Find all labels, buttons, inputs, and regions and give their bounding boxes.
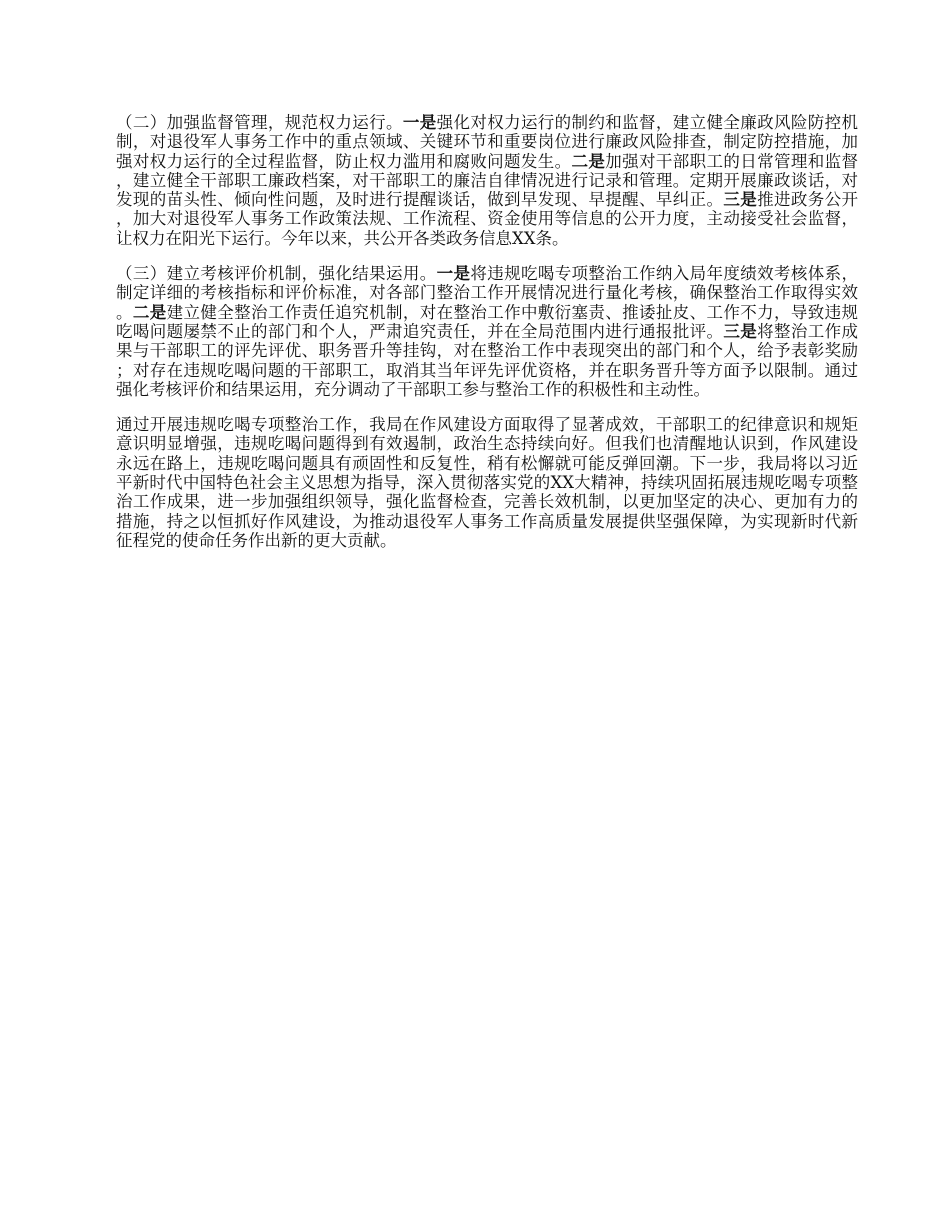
paragraph-supervision [116, 113, 858, 248]
paragraph-text: 推进政务公开，加大对退役军人事务工作政策法规、工作流程、资金使用等信息的公开力度，主动接受社会监督，让权力在阳光下运行。今年以来，共公开各类政务信息XX条。 [116, 190, 859, 248]
paragraph-text: 将违规吃喝专项整治工作纳入局年度绩效考核体系，制定详细的考核指标和评价标准，对各部门整治工作开展情况进行量化考核，确保整治工作取得实效。 [116, 264, 859, 322]
paragraph-conclusion [116, 415, 858, 550]
paragraph-assessment [116, 264, 858, 399]
bold-marker-second: 二是 [132, 302, 167, 322]
bold-marker-third: 三是 [723, 190, 758, 210]
bold-marker-third: 三是 [723, 321, 758, 341]
paragraph-text: （三）建立考核评价机制，强化结果运用。 [116, 264, 437, 284]
paragraph-text: 加强对干部职工的日常管理和监督，建立健全干部职工廉政档案，对干部职工的廉洁自律情况进行记录和管理。定期开展廉政谈话，对发现的苗头性、倾向性问题，及时进行提醒谈话，做到早发现、早提醒、早纠正。 [116, 151, 859, 210]
paragraph-text: （二）加强监督管理，规范权力运行。 [116, 113, 403, 132]
bold-marker-first: 一是 [436, 264, 471, 284]
paragraph-text: 建立健全整治工作责任追究机制，对在整治工作中敷衍塞责、推诿扯皮、工作不力，导致违规吃喝问题屡禁不止的部门和个人，严肃追究责任，并在全局范围内进行通报批评。 [116, 302, 859, 341]
bold-marker-second: 二是 [571, 151, 606, 171]
bold-marker-first: 一是 [402, 113, 437, 132]
paragraph-text: 通过开展违规吃喝专项整治工作，我局在作风建设方面取得了显著成效，干部职工的纪律意识和规矩意识明显增强，违规吃喝问题得到有效遏制，政治生态持续向好。但我们也清醒地认识到，作风建设永远在路上，违规吃喝问题具有顽固性和反复性，稍有松懈就可能反弹回潮。下一步，我局将以习近平新时代中国特色社会主义思想为指导，深入贯彻落实党的XX大精神，持续巩固拓展违规吃喝专项整治工作成果，进一步加强组织领导，强化监督检查，完善长效机制，以更加坚定的决心、更加有力的措施，持之以恒抓好作风建设，为推动退役军人事务工作高质量发展提供坚强保障，为实现新时代新征程党的使命任务作出新的更大贡献。 [116, 415, 858, 550]
paragraph-text: 将整治工作成果与干部职工的评先评优、职务晋升等挂钩，对在整治工作中表现突出的部门和个人，给予表彰奖励；对存在违规吃喝问题的干部职工，取消其当年评先评优资格，并在职务晋升等方面予以限制。通过强化考核评价和结果运用，充分调动了干部职工参与整治工作的积极性和主动性。 [116, 321, 859, 399]
paragraph-text: 强化对权力运行的制约和监督，建立健全廉政风险防控机制，对退役军人事务工作中的重点领域、关键环节和重要岗位进行廉政风险排查，制定防控措施，加强对权力运行的全过程监督，防止权力滥用和腐败问题发生。 [116, 113, 859, 171]
document-page [116, 113, 858, 566]
